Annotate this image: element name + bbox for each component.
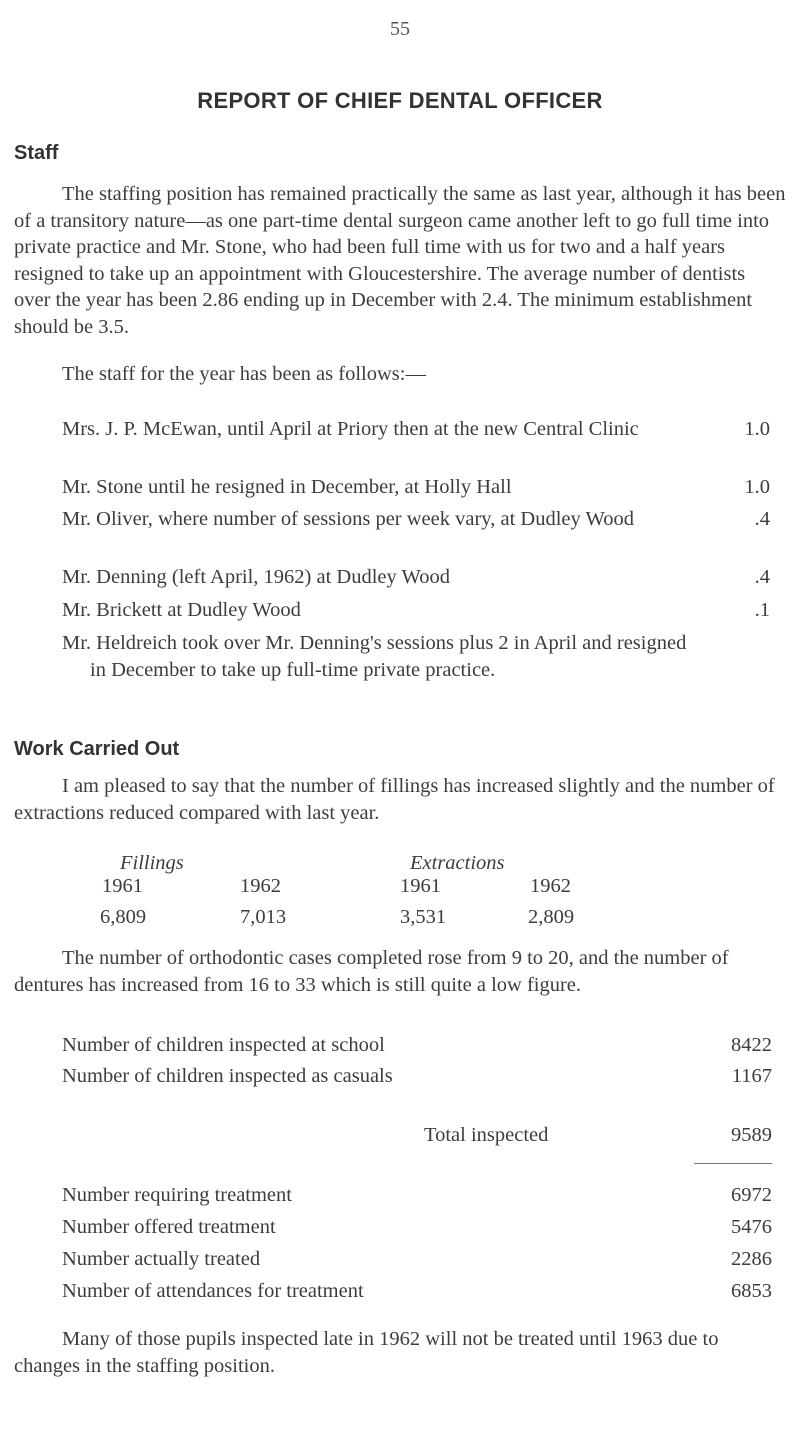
stat-value: 8422: [731, 1034, 772, 1056]
closing-paragraph: Many of those pupils inspected late in 1962 will not be treated until 1963 due to changes in the staffing position.: [14, 1328, 719, 1377]
orthodontic-paragraph: The number of orthodontic cases completed rose from 9 to 20, and the number of dentures has increased from 16 to 33 which is still quite a low figure.: [14, 947, 729, 996]
staff-name: Mr. Denning (left April, 1962) at Dudley Wood: [62, 566, 450, 588]
staff-name: Mr. Brickett at Dudley Wood: [62, 599, 301, 621]
staff-entry: [62, 597, 770, 624]
staff-name: Mrs. J. P. McEwan, until April at Priory then at the new Central Clinic: [62, 418, 639, 440]
year-cell: 1962: [530, 875, 571, 897]
staff-entry: [62, 630, 770, 683]
total-label: Total inspected: [424, 1124, 549, 1146]
staff-paragraph: The staffing position has remained practically the same as last year, although it has been of a transitory nature—as one part-time dental surgeon came another left to go full time into private practice and Mr. Stone, who had been full time with us for two and a half years resigned to take up an appointment with Gloucestershire. The average number of dentists over the year has been 2.86 ending up in December with 2.4. The minimum establishment should be 3.5.: [14, 183, 786, 338]
staff-heading: Staff: [14, 142, 59, 164]
stat-label: Number of children inspected at school: [62, 1034, 385, 1056]
stat-value: 6853: [731, 1280, 772, 1302]
staff-name: Mr. Oliver, where number of sessions per week vary, at Dudley Wood: [62, 508, 634, 530]
staff-intro: The staff for the year has been as follows:—: [62, 363, 426, 385]
staff-entry: [62, 564, 770, 591]
total-value: 9589: [731, 1124, 772, 1146]
total-rule: [694, 1163, 772, 1164]
year-cell: 1962: [240, 875, 281, 897]
stat-value: 2286: [731, 1248, 772, 1270]
stat-label: Number of children inspected as casuals: [62, 1065, 393, 1087]
stat-row: [62, 1184, 772, 1212]
work-paragraph: I am pleased to say that the number of fillings has increased slightly and the number of extractions reduced compared with last year.: [14, 775, 775, 824]
staff-entry: [62, 416, 770, 443]
fillings-label: Fillings: [120, 852, 184, 874]
staff-value: .4: [754, 508, 770, 530]
stat-row: [62, 1280, 772, 1308]
stat-row: [62, 1034, 772, 1062]
total-row: [500, 1124, 772, 1152]
stat-row: [62, 1065, 772, 1093]
year-cell: 1961: [102, 875, 143, 897]
staff-entry: [62, 506, 770, 533]
work-heading: Work Carried Out: [14, 738, 180, 760]
stat-row: [62, 1216, 772, 1244]
stat-label: Number of attendances for treatment: [62, 1280, 364, 1302]
staff-name: Mr. Stone until he resigned in December, at Holly Hall: [62, 476, 512, 498]
staff-value: .1: [754, 599, 770, 621]
stat-value: 6972: [731, 1184, 772, 1206]
stat-value: 1167: [731, 1065, 772, 1087]
stat-row: [62, 1248, 772, 1276]
stat-value: 5476: [731, 1216, 772, 1238]
staff-value: .4: [754, 566, 770, 588]
staff-entry: [62, 474, 770, 501]
stat-label: Number actually treated: [62, 1248, 261, 1270]
staff-value: 1.0: [744, 476, 770, 498]
value-cell: 3,531: [400, 906, 447, 928]
report-title: REPORT OF CHIEF DENTAL OFFICER: [197, 88, 603, 113]
value-cell: 2,809: [528, 906, 575, 928]
stat-label: Number requiring treatment: [62, 1184, 292, 1206]
year-cell: 1961: [400, 875, 441, 897]
stat-label: Number offered treatment: [62, 1216, 276, 1238]
extractions-label: Extractions: [410, 852, 505, 874]
page-number: 55: [390, 18, 410, 40]
value-cell: 7,013: [240, 906, 287, 928]
value-cell: 6,809: [100, 906, 147, 928]
staff-value: 1.0: [744, 418, 770, 440]
staff-name: Mr. Heldreich took over Mr. Denning's sessions plus 2 in April and resigned in December to take up full-time private practice.: [62, 632, 687, 681]
